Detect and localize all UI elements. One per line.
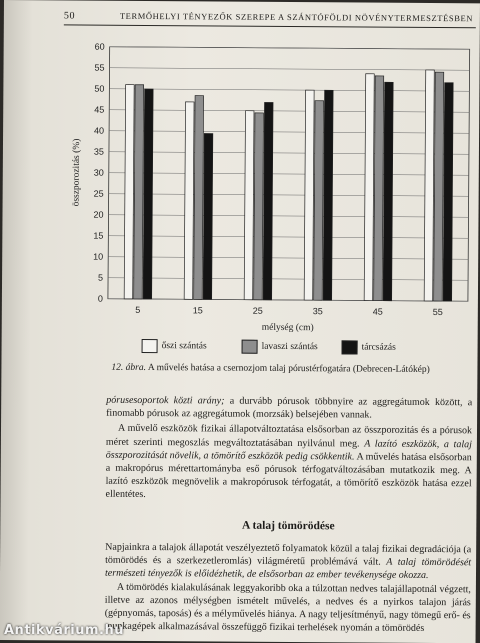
bar — [263, 102, 273, 299]
paragraph-italic: A lazító eszközök, a talaj összporozitását növelik, a tömörítő eszközök pedig csökkentik. — [105, 438, 472, 463]
watermark-logo: Antikvárium.hu — [4, 623, 124, 638]
italic-lead: pórusesoportok közti arány; — [106, 394, 225, 407]
bar — [254, 113, 264, 300]
bar — [194, 96, 204, 300]
gridline — [109, 194, 469, 197]
legend-swatch-osz — [142, 339, 158, 353]
legend-swatch-tarcsa — [342, 340, 358, 354]
x-tick-label: 25 — [252, 305, 263, 316]
y-tick-label: 25 — [93, 188, 104, 199]
bar — [143, 89, 153, 299]
paragraph — [106, 394, 472, 423]
y-tick-label: 30 — [93, 167, 104, 178]
paragraph-text: A tömörödés kialakulásának leggyakoribb oka a túlzottan nedves talajállapotnál végzett, illetve az azonos mélységben ismételt művelés, a nedves és a nyirkos talajon járás (gépnyomás, taposás) és a mélyművelés hiánya. A nagy teljesítményű, nagy tömegű erő- és munkagépek alkalmazásával összefüggő fizikai terhelések nyomán a tömörödés — [104, 581, 471, 635]
bar-chart — [41, 30, 480, 363]
legend-label: tárcsázás — [361, 342, 396, 353]
x-tick-label: 55 — [432, 307, 443, 318]
paragraph-text: A művelés hatása elsősorban a makropórus mérettartományba eső pórusok térfogatváltozásában mutatkozik meg. A lazító eszközök megnövelik a makropórusok térfogatát, a tömörítő eszközök hatása ezzel ellentétes. — [105, 451, 472, 501]
running-header — [64, 8, 476, 28]
gridline — [110, 68, 470, 71]
x-tick-label: 5 — [135, 304, 141, 315]
x-tick-label: 15 — [192, 305, 203, 316]
legend-item — [342, 340, 396, 354]
y-tick-label: 35 — [93, 146, 104, 157]
y-tick-label: 15 — [93, 230, 104, 241]
bar — [134, 85, 144, 299]
bar — [304, 90, 314, 300]
y-tick-label: 50 — [94, 83, 105, 94]
paragraph — [106, 422, 473, 504]
section-heading: A talaj tömörödése — [241, 519, 335, 533]
body-text-upper — [105, 394, 472, 506]
legend-label: lavaszi szántás — [261, 341, 318, 353]
bar — [364, 74, 374, 301]
paragraph — [105, 541, 471, 583]
bar — [203, 134, 213, 300]
chart-svg — [42, 30, 480, 343]
gridline — [109, 110, 469, 113]
gridline — [109, 152, 469, 155]
gridline — [109, 131, 469, 134]
legend-item — [142, 339, 207, 353]
y-tick-label: 55 — [94, 62, 105, 73]
running-title: TERMŐHELYI TÉNYEZŐK SZEREPE A SZÁNTÓFÖLDI NÖVÉNYTERMESZTÉSBEN — [119, 10, 474, 24]
gridline — [110, 47, 470, 50]
figure-caption — [111, 363, 471, 376]
y-axis-label: összporozitás (%) — [71, 138, 83, 207]
legend-label: őszi szántás — [161, 341, 207, 352]
bar — [244, 111, 254, 300]
y-tick-label: 60 — [94, 41, 105, 52]
gridline — [108, 236, 468, 239]
paragraph-text: a durvább pórusok többnyire az aggregátumok között, a finomabb pórusok az aggregátumok (morzsák) belsejében vannak. — [106, 395, 473, 421]
page-number: 50 — [63, 10, 76, 22]
y-tick-label: 40 — [94, 125, 105, 136]
bar — [184, 102, 194, 299]
caption-label: 12. ábra. — [111, 362, 147, 374]
legend-item — [242, 340, 318, 355]
y-tick-label: 0 — [97, 293, 103, 304]
caption-text: A művelés hatása a csernozjom talaj pórustérfogatára (Debrecen-Látókép) — [147, 363, 430, 375]
chart-legend — [142, 339, 462, 357]
gridline — [108, 278, 468, 281]
x-tick-label: 35 — [312, 306, 323, 317]
paragraph-text: Napjainkra a talajok állapotát veszélyeztető folyamatok közül a talaj fizikai degradációja (a tömörödés és a szerkezetleromlás) világméretű problémává vált. — [105, 541, 472, 568]
gridline — [109, 89, 469, 92]
gridline — [108, 299, 468, 302]
x-axis-label: mélység (cm) — [261, 322, 314, 334]
bar — [124, 85, 134, 299]
bar — [383, 82, 393, 300]
gridline — [108, 257, 468, 260]
legend-swatch-tavasz — [242, 340, 258, 354]
body-text-lower — [105, 541, 472, 636]
paragraph-italic: A talaj tömörödését természeti tényezők is előidézhetik, de elsősorban az ember tevékenysége okozza. — [104, 556, 472, 582]
y-tick-label: 20 — [93, 209, 104, 220]
bar — [374, 76, 384, 301]
paragraph — [105, 580, 471, 635]
paragraph-text: A művelő eszközök fizikai állapotváltoztatása elsősorban az összporozitás és a pórusok méret szerinti megoszlás megváltoztatásában nyilvánul meg. — [105, 423, 473, 450]
x-tick-label: 45 — [372, 306, 383, 317]
y-tick-label: 45 — [94, 104, 105, 115]
bar — [323, 90, 333, 300]
y-tick-label: 10 — [93, 251, 104, 262]
gridline — [109, 215, 469, 218]
bar — [434, 72, 444, 301]
gridline — [109, 173, 469, 176]
bar — [424, 70, 434, 301]
bar — [443, 83, 453, 301]
bar — [314, 101, 324, 301]
y-tick-label: 5 — [98, 272, 104, 283]
